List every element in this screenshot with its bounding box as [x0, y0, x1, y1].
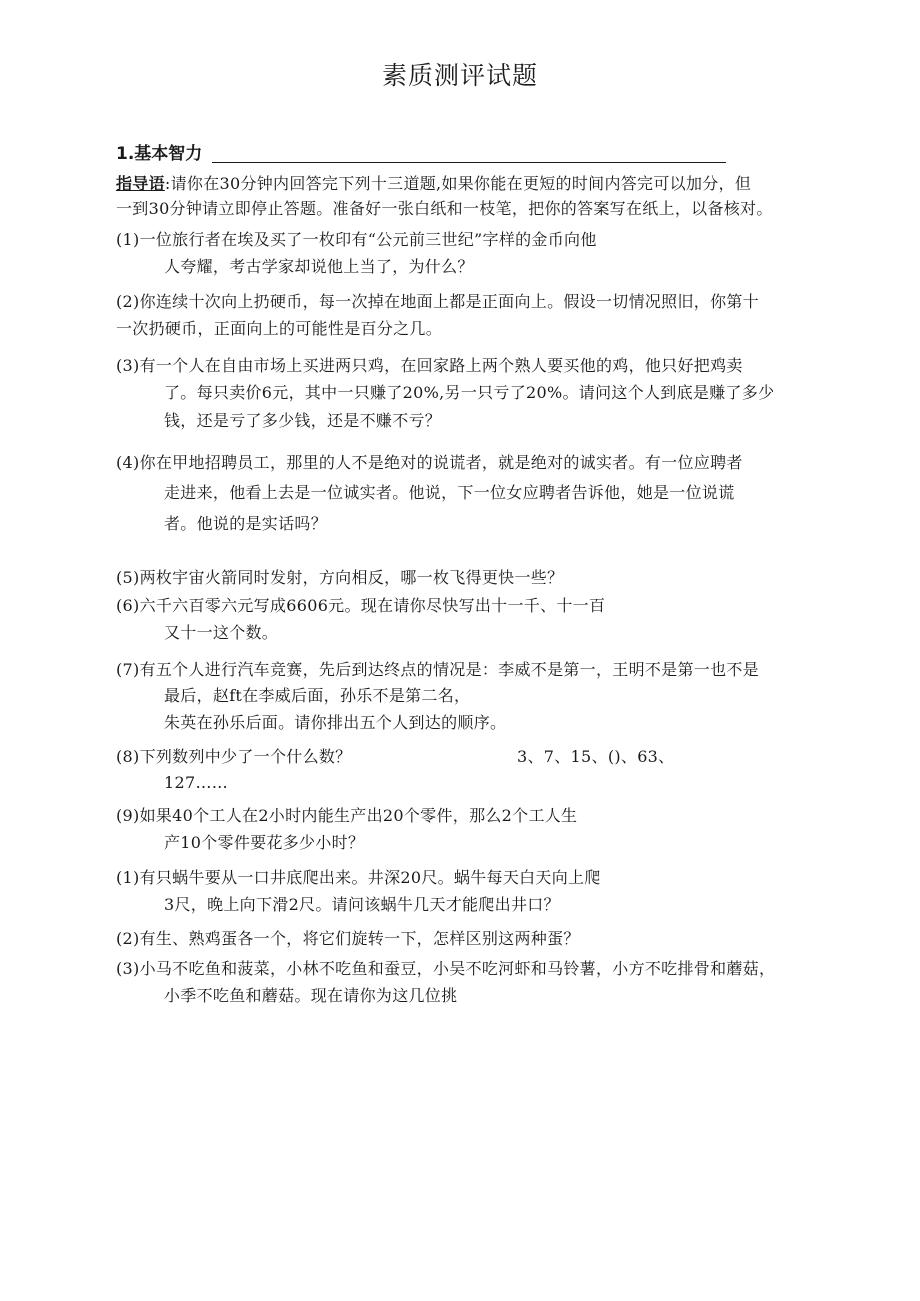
question-3-line-2: 了。每只卖价6元，其中一只赚了20%,另一只亏了20%。请问这个人到底是赚了多少 — [164, 383, 775, 402]
question-10-line-1: (1)有只蜗牛要从一口井底爬出来。井深20尺。蜗牛每天白天向上爬 — [116, 868, 601, 887]
question-5-line-1: (5)两枚宇宙火箭同时发射，方向相反，哪一枚飞得更快一些？ — [116, 568, 564, 587]
section-heading-text: 1.基本智力 — [116, 144, 203, 164]
question-4-line-1: (4)你在甲地招聘员工，那里的人不是绝对的说谎者，就是绝对的诚实者。有一位应聘者 — [116, 453, 743, 472]
question-9-line-1: (9)如果40个工人在2小时内能生产出20个零件，那么2个工人生 — [116, 806, 578, 825]
guide-label: 指导语 — [116, 174, 165, 193]
question-1-line-1: (1)一位旅行者在埃及买了一枚印有“公元前三世纪”字样的金币向他 — [116, 230, 597, 249]
question-1-line-2: 人夸耀，考古学家却说他上当了，为什么？ — [164, 257, 474, 276]
question-6-line-1: (6)六千六百零六元写成6606元。现在请你尽快写出十一千、十一百 — [116, 596, 606, 615]
section-heading — [116, 143, 726, 165]
question-4-line-2: 走进来，他看上去是一位诚实者。他说，下一位女应聘者告诉他，她是一位说谎 — [164, 483, 735, 502]
question-6-line-2: 又十一这个数。 — [164, 623, 279, 642]
guide-line-2: 一到30分钟请立即停止答题。准备好一张白纸和一枝笔，把你的答案写在纸上，以备核对。 — [116, 199, 773, 218]
question-7-line-1: (7)有五个人进行汽车竞赛，先后到达终点的情况是：李威不是第一，王明不是第一也不是 — [116, 660, 759, 679]
question-12-line-1: (3)小马不吃鱼和菠菜，小林不吃鱼和蚕豆，小吴不吃河虾和马铃薯，小方不吃排骨和蘑菇， — [116, 959, 776, 978]
question-7-line-3: 朱英在孙乐后面。请你排出五个人到达的顺序。 — [164, 713, 507, 732]
question-7-line-2: 最后，赵ft在李威后面，孙乐不是第二名， — [164, 686, 471, 705]
question-8-sequence: 3、7、15、()、63、 — [517, 747, 675, 766]
question-2-line-2: 一次扔硬币，正面向上的可能性是百分之几。 — [116, 319, 443, 338]
question-3-line-3: 钱，还是亏了多少钱，还是不赚不亏？ — [164, 411, 442, 430]
question-8-line-2: 127…… — [164, 773, 229, 792]
question-11-line-1: (2)有生、熟鸡蛋各一个，将它们旋转一下，怎样区别这两种蛋？ — [116, 929, 580, 948]
question-8-line-1: (8)下列数列中少了一个什么数？ — [116, 747, 352, 766]
question-2-line-1: (2)你连续十次向上扔硬币，每一次掉在地面上都是正面向上。假设一切情况照旧，你第十 — [116, 292, 759, 311]
page-title: 素质测评试题 — [381, 61, 538, 90]
guide-line-1 — [116, 173, 751, 195]
question-4-line-3: 者。他说的是实话吗？ — [164, 514, 328, 533]
question-9-line-2: 产10个零件要花多少小时？ — [164, 833, 365, 852]
question-10-line-2: 3尺，晚上向下滑2尺。请问该蜗牛几天才能爬出井口？ — [164, 895, 560, 914]
answer-underline — [212, 162, 726, 163]
guide-text-1: :请你在30分钟内回答完下列十三道题,如果你能在更短的时间内答完可以加分，但 — [164, 174, 752, 193]
question-12-line-2: 小季不吃鱼和蘑菇。现在请你为这几位挑 — [164, 986, 458, 1005]
question-3-line-1: (3)有一个人在自由市场上买进两只鸡，在回家路上两个熟人要买他的鸡，他只好把鸡卖 — [116, 356, 743, 375]
